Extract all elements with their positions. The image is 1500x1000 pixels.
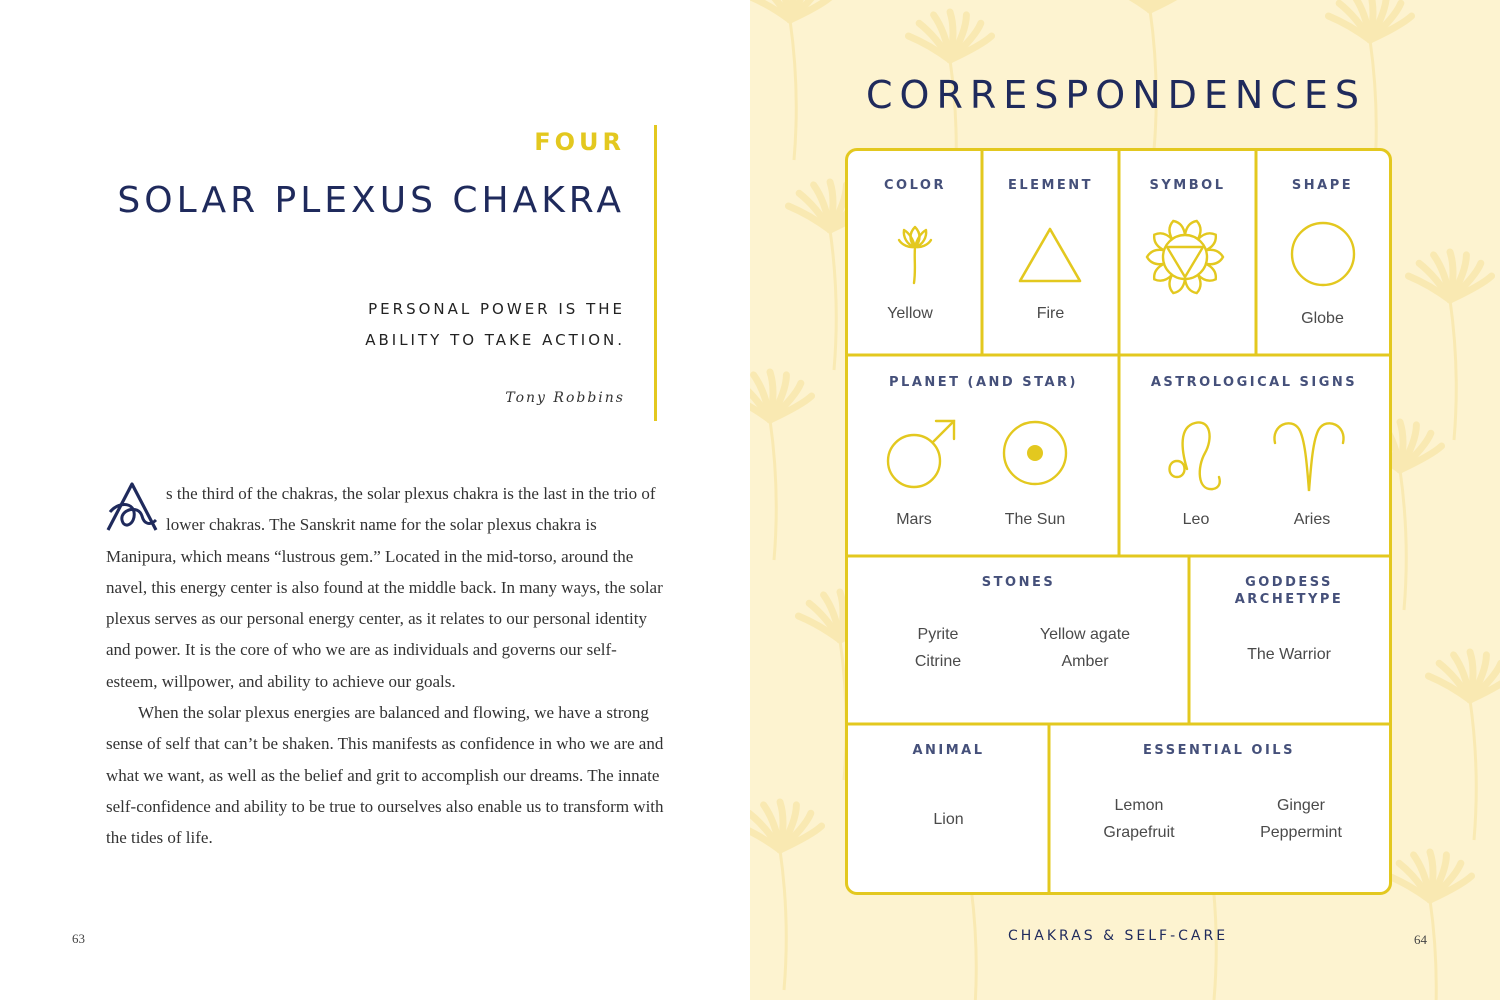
dropcap-a-icon — [104, 480, 160, 534]
cell-value: Lion — [933, 811, 964, 828]
cell-header: ANIMAL — [912, 743, 985, 758]
paragraph-2: When the solar plexus energies are balanced and flowing, we have a strong sense of self that can’t be shaken. This manifests as confidence in who we are and what we want, as well as the belief and grit to accomplish our dreams. The innate self-confidence and ability to be true to ourselves also enable us to transform with the tides of life. — [106, 703, 664, 848]
cell-value: Citrine — [914, 653, 962, 670]
cell-value: Fire — [1036, 305, 1065, 322]
cell-value: Mars — [896, 511, 932, 528]
dandelion-motif — [1388, 852, 1471, 1000]
cell-value: Globe — [1301, 310, 1344, 327]
cell-header: STONES — [981, 575, 1056, 590]
cell-header: COLOR — [884, 178, 946, 193]
cell-value: Yellow — [887, 305, 933, 322]
cell-element — [982, 151, 1119, 355]
cell-color — [848, 151, 982, 355]
cell-stones — [848, 556, 1189, 724]
cell-value: Grapefruit — [1103, 824, 1175, 841]
page-number-right: 64 — [1414, 932, 1427, 947]
accent-divider — [654, 125, 657, 421]
cell-header-line-2: ARCHETYPE — [1234, 592, 1344, 607]
body-text — [106, 478, 666, 854]
chapter-title: SOLAR PLEXUS CHAKRA — [117, 180, 625, 221]
dandelion-motif — [750, 372, 812, 560]
page-number-left: 63 — [72, 931, 85, 946]
cell-value: The Sun — [1004, 511, 1066, 528]
cell-value: Amber — [1061, 653, 1109, 670]
cell-astrological-signs — [1119, 355, 1389, 556]
dandelion-motif — [1428, 652, 1500, 840]
cell-value: Lemon — [1114, 797, 1164, 814]
cell-essential-oils — [1049, 724, 1389, 892]
cell-value: Ginger — [1276, 797, 1326, 814]
cell-value: The Warrior — [1247, 646, 1331, 663]
quote-author: Tony Robbins — [505, 390, 625, 406]
cell-header: SHAPE — [1291, 178, 1354, 193]
cell-shape — [1256, 151, 1389, 355]
leo-icon — [1163, 417, 1223, 495]
mars-icon — [884, 417, 958, 491]
cell-value: Yellow agate — [1039, 626, 1131, 643]
dandelion-motif — [750, 0, 832, 160]
manipura-lotus-icon — [1143, 215, 1227, 299]
cell-header: ASTROLOGICAL SIGNS — [1150, 375, 1358, 390]
sun-icon — [1001, 419, 1069, 487]
aries-icon — [1269, 415, 1349, 495]
epigraph-quote — [285, 294, 625, 356]
correspondences-table — [845, 148, 1392, 895]
cell-header: PLANET (AND STAR) — [889, 375, 1078, 390]
cell-symbol — [1119, 151, 1256, 355]
cell-value: Leo — [1182, 511, 1210, 528]
cell-header: SYMBOL — [1149, 178, 1226, 193]
cell-value: Peppermint — [1260, 824, 1342, 841]
flower-icon — [891, 221, 939, 285]
dandelion-motif — [750, 802, 822, 990]
circle-icon — [1289, 220, 1357, 288]
dandelion-motif — [1408, 252, 1491, 440]
running-footer: CHAKRAS & SELF-CARE — [1008, 928, 1229, 944]
cell-goddess-archetype — [1189, 556, 1389, 724]
chapter-number: FOUR — [534, 128, 625, 156]
cell-header: ELEMENT — [1007, 178, 1094, 193]
cell-animal — [848, 724, 1049, 892]
quote-line-1: PERSONAL POWER IS THE — [368, 300, 625, 318]
correspondences-title: CORRESPONDENCES — [866, 73, 1366, 117]
triangle-icon — [1016, 225, 1084, 285]
cell-value: Aries — [1293, 511, 1331, 528]
paragraph-1: s the third of the chakras, the solar plexus chakra is the last in the trio of lower chakras. The Sanskrit name for the solar plexus chakra is Manipura, which means “lustrous gem.” Located in the mid-torso, around the navel, this energy center is also found at the middle back. In many ways, the solar plexus serves as our personal energy center, as it relates to our personal identity and power. It is the core of who we are as individuals and governs our self-esteem, willpower, and ability to achieve our goals. — [106, 484, 663, 691]
cell-planet — [848, 355, 1119, 556]
cell-value: Pyrite — [917, 626, 959, 643]
cell-header: ESSENTIAL OILS — [1143, 743, 1295, 758]
cell-header-line-1: GODDESS — [1245, 575, 1333, 590]
quote-line-2: ABILITY TO TAKE ACTION. — [365, 331, 625, 349]
